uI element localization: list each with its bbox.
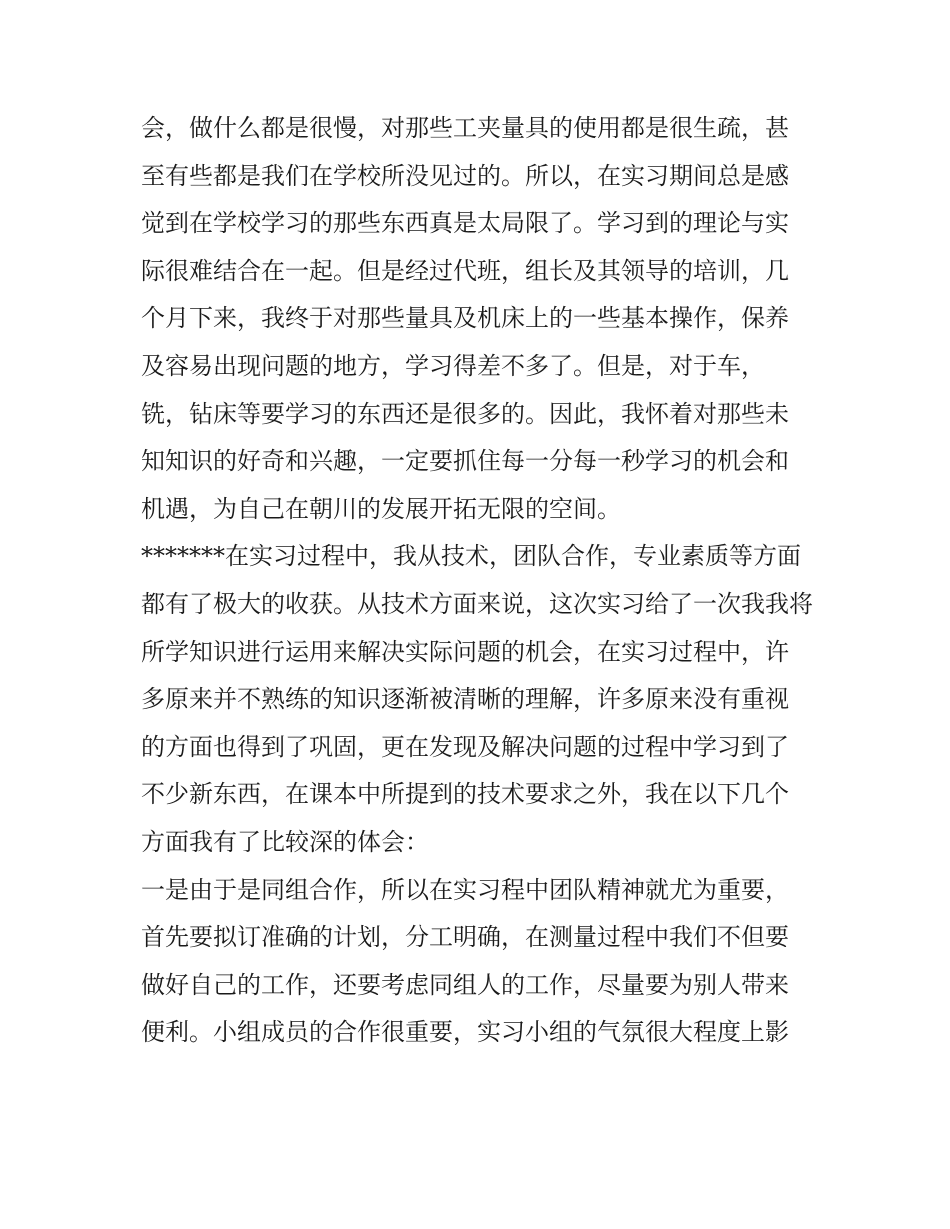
text-line: 一是由于是同组合作，所以在实习程中团队精神就尤为重要， [141,875,789,904]
text-line: 觉到在学校学习的那些东西真是太局限了。学习到的理论与实 [141,209,789,238]
text-line: 机遇，为自己在朝川的发展开拓无限的空间。 [141,494,621,523]
text-line: 会，做什么都是很慢，对那些工夹量具的使用都是很生疏，甚 [141,114,789,142]
text-line: 所学知识进行运用来解决实际问题的机会，在实习过程中，许 [141,637,789,666]
text-line: 方面我有了比较深的体会： [141,827,429,856]
text-line: 的方面也得到了巩固，更在发现及解决问题的过程中学习到了 [141,732,789,761]
text-line: 铣，钻床等要学习的东西还是很多的。因此，我怀着对那些未 [141,399,789,428]
document-body [141,105,813,1057]
text-line: 及容易出现问题的地方，学习得差不多了。但是，对于车， [141,351,765,380]
text-line: *******在实习过程中，我从技术，团队合作，专业素质等方面 [141,542,801,571]
text-line: 不少新东西，在课本中所提到的技术要求之外，我在以下几个 [141,780,789,809]
text-line: 个月下来，我终于对那些量具及机床上的一些基本操作，保养 [141,304,789,333]
text-line: 做好自己的工作，还要考虑同组人的工作，尽量要为别人带来 [141,970,789,999]
text-line: 际很难结合在一起。但是经过代班，组长及其领导的培训，几 [141,256,789,285]
text-line: 便利。小组成员的合作很重要，实习小组的气氛很大程度上影 [141,1018,789,1047]
text-line: 多原来并不熟练的知识逐渐被清晰的理解，许多原来没有重视 [141,685,789,714]
text-line: 首先要拟订准确的计划，分工明确，在测量过程中我们不但要 [141,923,789,952]
text-line: 至有些都是我们在学校所没见过的。所以，在实习期间总是感 [141,161,789,190]
text-line: 都有了极大的收获。从技术方面来说，这次实习给了一次我我将 [141,589,813,618]
text-line: 知知识的好奇和兴趣，一定要抓住每一分每一秒学习的机会和 [141,447,789,476]
